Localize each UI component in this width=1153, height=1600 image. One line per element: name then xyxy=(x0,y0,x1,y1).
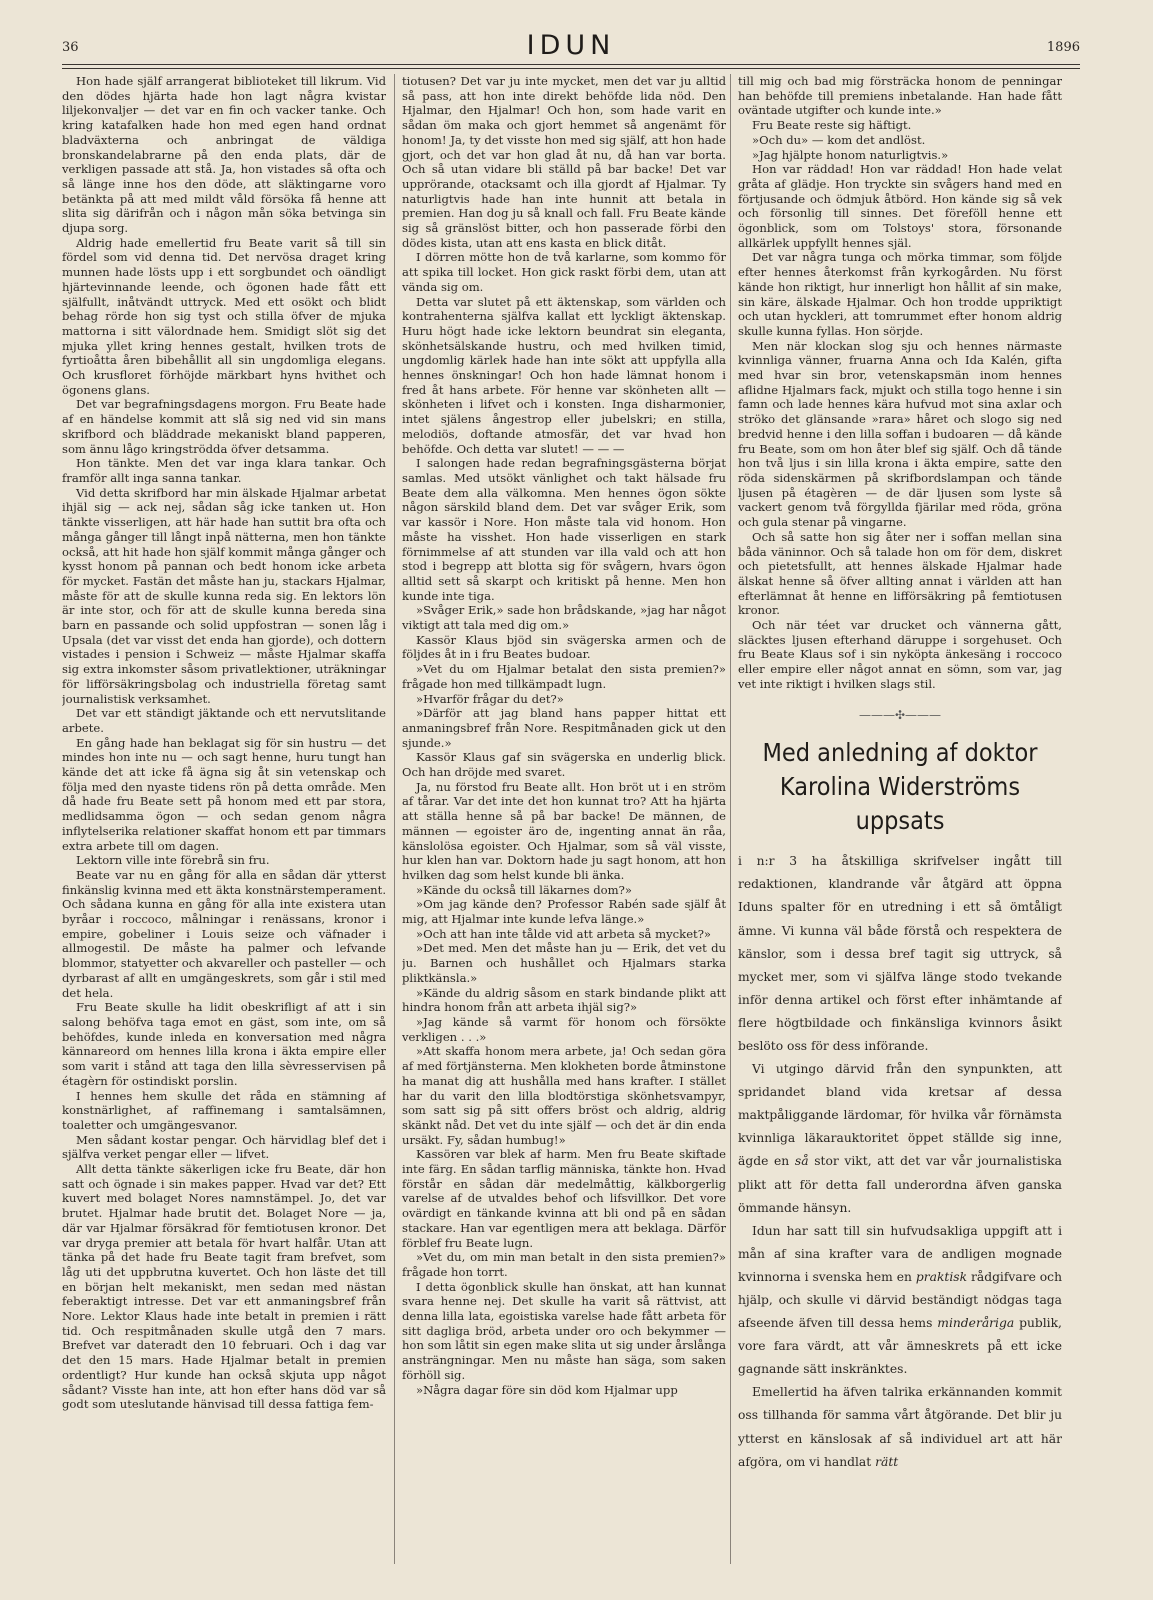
paragraph: Det var ett ständigt jäktande och ett nervutslitande arbete. xyxy=(62,706,386,735)
paragraph: »Och att han inte tålde vid att arbeta så mycket?» xyxy=(416,926,712,941)
paragraph: i n:r 3 ha åtskilliga skrifvelser ingått till redaktionen, klandrande vår åtgärd att öppna Iduns spalter för en utredning i ett så ömtåligt ämne. Vi kunna väl både förstå och respektera de känslor, som i dessa bref tagit sig uttryck, så mycket mer, som vi själfva länge stodo tvekande inför denna artikel och först efter inhämtande af flere högtbildade och finkänsliga kvinnors åsikt beslöto oss för dess införande. xyxy=(738,854,1062,1053)
paragraph: »Jag hjälpte honom naturligtvis.» xyxy=(752,147,949,162)
column-3 xyxy=(738,74,1062,1574)
paragraph: Kassör Klaus bjöd sin svägerska armen och de följdes åt in i fru Beates budoar. xyxy=(402,632,726,662)
paragraph: »Det med. Men det måste han ju — Erik, det vet du ju. Barnen och hushållet och Hjalmars starka pliktkänsla.» xyxy=(402,941,726,985)
paragraph: »Vet du, om min man betalt in den sista premien?» frågade hon torrt. xyxy=(402,1250,726,1279)
paragraph: Emellertid ha äfven talrika erkännanden kommit oss tillhanda för samma vårt åtgörande. Det blir ju ytterst en känslosak af så individuel art att här afgöra, om vi handlat rätt xyxy=(738,1385,1062,1469)
paragraph: »Kände du också till läkarnes dom?» xyxy=(416,882,632,897)
header-rule-thin xyxy=(62,68,1080,69)
paragraph: En gång hade han beklagat sig för sin hustru — det mindes hon inte nu — och sagt henne, huru tungt han kände det att icke få ägna sig åt sin vetenskap och följa med den nyaste tidens rön på detta område. Men då hade fru Beate sett på honom med ett par stora, medlidsamma ögon — och sedan genom några inflytelserika relationer skaffat honom ett par timmars extra arbete till om dagen. xyxy=(62,735,386,853)
paragraph: Och när téet var drucket och vännerna gått, släcktes ljusen efterhand däruppe i sorgehuset. Och fru Beate Klaus sof i sin nyköpta änkesäng i roccoco eller empire eller något annat en sömn, som var, jag vet inte riktigt i hvilken slags stil. xyxy=(738,618,1062,691)
paragraph: Detta var slutet på ett äktenskap, som världen och kontrahenterna själfva kallat ett lyckligt äktenskap. Huru högt hade icke lektorn beundrat sin eleganta, skönhetsälskande hustru, och med hvilken timid, ungdomlig kärlek hade han inte sökt att uppfylla alla hennes önskningar! Och hon hade lämnat honom i fred åt hans arbete. För henne var skönheten allt — skönheten i lifvet och i konsten. Inga disharmonier, intet själens ångestrop eller jubelskri; en stilla, melodiös, doftande atmosfär, det var hvad hon behöfde. Och detta var slutet! — — — xyxy=(402,294,726,456)
paragraph: till mig och bad mig försträcka honom de penningar han behöfde till premiens inbetalande. Han hade fått oväntade utgifter och kunde inte.» xyxy=(738,74,1062,118)
paragraph: Hon tänkte. Men det var inga klara tankar. Och framför allt inga sanna tankar. xyxy=(62,456,386,485)
column-1 xyxy=(62,74,386,1574)
column-2 xyxy=(402,74,726,1574)
paragraph: I salongen hade redan begrafningsgästerna börjat samlas. Med utsökt vänlighet och takt hälsade fru Beate dem alla välkomna. Men hennes ögon sökte någon särskild bland dem. Det var svåger Erik, som var kassör i Nore. Hon måste tala vid honom. Hon måste ha visshet. Hon hade visserligen en stark förnimmelse af att stunden var illa vald och att hon stod i begrepp att blotta sig för svågern, hvars ögon alltid sett så skarpt och kritiskt på henne. Men hon kunde inte tiga. xyxy=(402,456,726,603)
paragraph: Hon var räddad! Hon var räddad! Hon hade velat gråta af glädje. Hon tryckte sin svågers hand med en förtjusande och ödmjuk åtbörd. Hon kände sig så vek och försonlig till sinnes. Det föreföll henne ett ögonblick, som om Tolstoys' stora, försonande allkärlek uppfyllt hennes själ. xyxy=(738,162,1062,250)
paragraph: »Vet du om Hjalmar betalat den sista premien?» frågade hon med tillkämpadt lugn. xyxy=(402,662,726,691)
article-headline: Med anledning af doktor Karolina Widerströms uppsats xyxy=(762,738,1038,836)
paragraph: Idun har satt till sin hufvudsakliga uppgift att i mån af sina krafter vara de andligen mognade kvinnorna i svenska hem en praktisk rådgifvare och hjälp, och skulle vi därvid beständigt nödgas taga afseende äfven till dessa hems minderåriga publik, vore fara värdt, att vår ämneskrets på ett icke gagnande sätt inskränktes. xyxy=(738,1223,1062,1377)
paragraph: I detta ögonblick skulle han önskat, att han kunnat svara henne nej. Det skulle ha varit så rättvist, att denna lilla lata, egoistiska varelse hade fått arbeta för sitt dagliga bröd, arbeta under oro och bekymmer — hon som låtit sin egen make slita ut sig under årslånga ansträngningar. Men nu måste han säga, som saken förhöll sig. xyxy=(402,1279,726,1382)
paragraph: Kassör Klaus gaf sin svägerska en underlig blick. Och han dröjde med svaret. xyxy=(402,750,726,780)
issue-year: 1896 xyxy=(1046,40,1080,55)
paragraph: Det var begrafningsdagens morgon. Fru Beate hade af en händelse kommit att slå sig ned vid sin mans skrifbord och bläddrade mekaniskt bland papperen, som ännu lågo kringströdda öfver detsamma. xyxy=(62,397,386,456)
paragraph: »Några dagar före sin död kom Hjalmar upp xyxy=(416,1382,678,1397)
paragraph: Lektorn ville inte förebrå sin fru. xyxy=(76,853,270,868)
paragraph: Men sådant kostar pengar. Och härvidlag blef det i själfva verket pengar eller — lifvet. xyxy=(62,1132,386,1162)
page-number: 36 xyxy=(62,40,79,55)
editorial-article xyxy=(738,850,1062,1474)
paragraph: Fru Beate skulle ha lidit obeskrifligt af att i sin salong behöfva taga emot en gäst, som inte, om så behöfdes, kunde inleda en konversation med några kännareord om hennes lilla krona i äkta empire eller som varit i stånd att taga den lilla sèvresservisen på étagèrn för ostindiskt porslin. xyxy=(62,1000,386,1088)
section-ornament: ———✣——— xyxy=(858,707,942,722)
header-rule xyxy=(62,64,1080,65)
paragraph: Vi utgingo därvid från den synpunkten, att spridandet bland vida kretsar af dessa maktpåliggande lärdomar, för hvilka vår förnämsta kvinnliga läkarauktoritet öppet ställde sig inne, ägde en så stor vikt, att det var vår journalistiska plikt att för detta fall underordna äfven ganska ömmande hänsyn. xyxy=(738,1062,1062,1215)
column-divider xyxy=(730,74,731,1564)
paragraph: »Och du» — kom det andlöst. xyxy=(752,132,926,147)
paragraph: »Hvarför frågar du det?» xyxy=(416,691,564,706)
paragraph: Fru Beate reste sig häftigt. xyxy=(752,118,912,133)
paragraph: Ja, nu förstod fru Beate allt. Hon bröt ut i en ström af tårar. Var det inte det hon kunnat tro? Att ha hjärta att ställa henne så på bar backe! De männen, de männen — egoister äro de, ingenting annat än råa, känslolösa egoister. Och Hjalmar, som så väl visste, hur klen han var. Doktorn hade ju sagt honom, att hon hvilken dag som helst kunde bli änka. xyxy=(402,779,726,882)
paragraph: »Kände du aldrig såsom en stark bindande plikt att hindra honom från att arbeta ihjäl sig?» xyxy=(402,985,726,1015)
magazine-title: IDUN xyxy=(526,30,616,61)
paragraph: tiotusen? Det var ju inte mycket, men det var ju alltid så pass, att hon inte direkt behöfde lida nöd. Den Hjalmar, den Hjalmar! Och hon, som hade varit en sådan öm maka och gjort hemmet så angenämt för honom! Ja, ty det visste hon med sig själf, att hon hade gjort, och det var hon glad åt nu, då han var borta. Och så utan vidare bli ställd på bar backe! Det var upprörande, otacksamt och illa gjordt af Hjalmar. Ty naturligtvis hade han inte hunnit att betala in premien. Han dog ju så knall och fall. Fru Beate kände sig så gränslöst bitter, och hon passerade förbi den dödes kista, utan att ens kasta en blick ditåt. xyxy=(402,74,726,250)
column-divider xyxy=(394,74,395,1564)
paragraph: »Jag kände så varmt för honom och försökte verkligen . . .» xyxy=(402,1015,726,1044)
paragraph: I hennes hem skulle det råda en stämning af konstnärlighet, af raffinemang i samtalsämnen, toaletter och umgängesvanor. xyxy=(62,1088,386,1132)
paragraph: »Svåger Erik,» sade hon brådskande, »jag har något viktigt att tala med dig om.» xyxy=(402,603,726,633)
paragraph: Det var några tunga och mörka timmar, som följde efter hennes återkomst från kyrkogården. Nu först kände hon riktigt, hur innerligt hon hållit af sin make, sin käre, älskade Hjalmar. Och hon trodde uppriktigt och utan hyckleri, att tomrummet efter honom aldrig skulle kunna fyllas. Hon sörjde. xyxy=(738,250,1062,338)
paragraph: Allt detta tänkte säkerligen icke fru Beate, där hon satt och ögnade i sin makes papper. Hvad var det? Ett kuvert med bolaget Nores namnstämpel. Jo, det var brutet. Hjalmar hade brutit det. Bolaget Nore — ja, där var Hjalmar försäkrad för femtiotusen kronor. Det var dryga premier att betala för hvart halfår. Utan att tänka på det hade fru Beate tagit fram brefvet, som låg uti det uppbrutna kuvertet. Och hon läste det till en början helt mekaniskt, men sedan med nästan feberaktigt intresse. Det var ett anmaningsbref från Nore. Lektor Klaus hade inte betalt in premien i rätt tid. Och respitmånaden skulle utgå den 7 mars. Brefvet var dateradt den 10 februari. Och i dag var det den 15 mars. Hade Hjalmar betalt in premien ordentligt? Hur kunde han också skjuta upp något sådant? Visste han inte, att hon efter hans död var så godt som uteslutande hänvisad till dessa fattiga fem- xyxy=(62,1162,386,1412)
paragraph: Kassören var blek af harm. Men fru Beate skiftade inte färg. En sådan tarflig människa, tänkte hon. Hvad förstår en sådan där medelmåttig, kälkborgerlig varelse af de utvaldes behof och lifsvillkor. Det vore ovärdigt en tänkande kvinna att bli ond på en sådan stackare. Han var egentligen mera att beklaga. Därför förblef fru Beate lugn. xyxy=(402,1147,726,1250)
paragraph: Vid detta skrifbord har min älskade Hjalmar arbetat ihjäl sig — ack nej, sådan såg icke tanken ut. Hon tänkte visserligen, att här hade han suttit bra ofta och många gånger till långt inpå nätterna, men hon tänkte också, att hit hade hon själf kommit många gånger och kysst honom på pannan och bedt honom icke arbeta för mycket. Fastän det måste han ju, stackars Hjalmar, måste för att de skulle kunna reda sig. En lektors lön är inte stor, och för att de skulle kunna bereda sina barn en passande och solid uppfostran — sonen låg i Upsala (det var visst det enda han gjorde), och dottern vistades i pension i Schweiz — måste Hjalmar skaffa sig extra inkomster såsom privatlektioner, uträkningar för lifförsäkringsbolag och industriella företag samt journalistisk verksamhet. xyxy=(62,485,386,706)
paragraph: Men när klockan slog sju och hennes närmaste kvinnliga vänner, fruarna Anna och Ida Kalén, gifta med hvar sin bror, vetenskapsmän inom hennes aflidne Hjalmars fack, mjukt och stilla togo henne i sin famn och lade hennes kära hufvud mot sina axlar och ströko det glänsande »rara» håret och slogo sig ned bredvid henne i den lilla soffan i budoaren — då kände fru Beate, som om hon åter blef sig själf. Och då tände hon två ljus i sin lilla krona i äkta empire, satte den röda sidenskärmen på skrifbordslampan och tände ljusen på étagèren — de där ljusen som lyste så vackert genom två förgyllda fjärilar med röda, gröna och gula stenar på vingarne. xyxy=(738,338,1062,530)
page-header xyxy=(62,30,1080,62)
paragraph: Aldrig hade emellertid fru Beate varit så till sin fördel som vid denna tid. Det nervösa draget kring munnen hade lösts upp i ett sorgbundet och oändligt hjärtevinnande leende, och ögonen hade fått ett själfullt, inåtvändt uttryck. Med ett osökt och blidt behag rörde hon sig tyst och stilla öfver de mjuka mattorna i sitt välordnade hem. Smidigt slöt sig det mjuka yllet kring hennes gestalt, hvilken trots de fyrtioåtta åren bibehållit all sin ungdomliga elegans. Och krusfloret förhöjde märkbart hyns hvithet och ögonens glans. xyxy=(62,235,386,397)
paragraph: Hon hade själf arrangerat biblioteket till likrum. Vid den dödes hjärta hade hon lagt några kvistar liljekonvaljer — det var en fin och vacker tanke. Och kring katafalken hade hon med egen hand ordnat bladväxterna och anbringat de väldiga bronskandelabrarne på den enda plats, där de verkligen passade att stå. Ja, hon vistades så ofta och så länge inne hos den döde, att släktingarne voro betänkta på att med mildt våld försöka få henne att slita sig därifrån och i någon mån söka betvinga sin djupa sorg. xyxy=(62,74,386,236)
paragraph: Beate var nu en gång för alla en sådan där ytterst finkänslig kvinna med ett äkta konstnärstemperament. Och sådana kunna en gång för alla inte existera utan byråar i roccoco, målningar i renässans, kronor i empire, gobeliner i Louis seize och väfnader i allmogestil. De måste ha palmer och lefvande blommor, statyetter och akvareller och pasteller — och dyrbarast af allt en umgängeskrets, som går i stil med det hela. xyxy=(62,867,386,1000)
paragraph: »Om jag kände den? Professor Rabén sade själf åt mig, att Hjalmar inte kunde lefva länge.» xyxy=(402,897,726,927)
paragraph: Och så satte hon sig åter ner i soffan mellan sina båda väninnor. Och så talade hon om för dem, diskret och pietetsfullt, att hennes älskade Hjalmar hade älskat henne så öfver allting annat i världen att han efterlämnat åt henne en lifförsäkring på femtiotusen kronor. xyxy=(738,529,1062,618)
paragraph: »Att skaffa honom mera arbete, ja! Och sedan göra af med förtjänsterna. Men klokheten borde åtminstone ha manat dig att hushålla med hans krafter. I stället har du varit den lilla blodtörstiga skönhetsvampyr, som satt sig på sitt offers bröst och aldrig, aldrig skänkt nåd. Det vet du inte själf — och det är din enda ursäkt. Fy, sådan humbug!» xyxy=(402,1044,726,1147)
paragraph: I dörren mötte hon de två karlarne, som kommo för att spika till locket. Hon gick raskt förbi dem, utan att vända sig om. xyxy=(402,250,726,294)
paragraph: »Därför att jag bland hans papper hittat ett anmaningsbref från Nore. Respitmånaden gick ut den sjunde.» xyxy=(402,706,726,750)
